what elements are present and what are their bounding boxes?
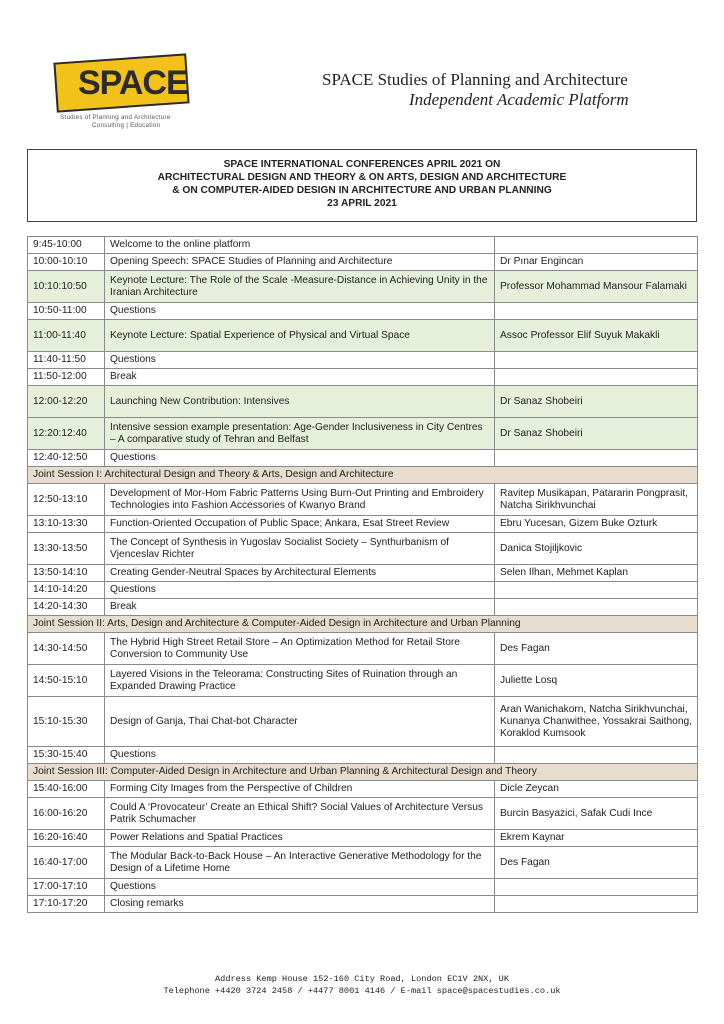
conference-line: & ON COMPUTER-AIDED DESIGN IN ARCHITECTURE AND URBAN PLANNING bbox=[172, 185, 552, 196]
schedule-title: Break bbox=[105, 599, 495, 616]
schedule-title: Intensive session example presentation: Age-Gender Inclusiveness in City Centres – A comparative study of Tehran and Belfast bbox=[105, 418, 495, 450]
schedule-row bbox=[28, 352, 698, 369]
schedule-row bbox=[28, 847, 698, 879]
schedule-title: Creating Gender-Neutral Spaces by Architectural Elements bbox=[105, 565, 495, 582]
schedule-speaker: Dr Sanaz Shobeiri bbox=[495, 386, 698, 418]
logo-tagline-1: Studies of Planning and Architecture bbox=[60, 114, 171, 121]
schedule-speaker: Des Fagan bbox=[495, 847, 698, 879]
schedule-row bbox=[28, 830, 698, 847]
schedule-row bbox=[28, 896, 698, 913]
schedule-title: Layered Visions in the Teleorama: Constructing Sites of Ruination through an Expanded Drawing Practice bbox=[105, 665, 495, 697]
schedule-row bbox=[28, 320, 698, 352]
schedule-row bbox=[28, 697, 698, 747]
schedule-time: 14:30-14:50 bbox=[28, 633, 105, 665]
schedule-time: 14:20-14:30 bbox=[28, 599, 105, 616]
schedule-title: Questions bbox=[105, 303, 495, 320]
schedule-row bbox=[28, 237, 698, 254]
schedule-time: 12:20:12:40 bbox=[28, 418, 105, 450]
schedule-speaker: Juliette Losq bbox=[495, 665, 698, 697]
schedule-row bbox=[28, 484, 698, 516]
schedule-time: 13:30-13:50 bbox=[28, 533, 105, 565]
schedule-title: Closing remarks bbox=[105, 896, 495, 913]
schedule-title: The Modular Back-to-Back House – An Interactive Generative Methodology for the Design of a Lifetime Home bbox=[105, 847, 495, 879]
schedule-time: 10:00-10:10 bbox=[28, 254, 105, 271]
schedule-speaker bbox=[495, 599, 698, 616]
schedule-time: 15:10-15:30 bbox=[28, 697, 105, 747]
conference-line: ARCHITECTURAL DESIGN AND THEORY & ON ARTS, DESIGN AND ARCHITECTURE bbox=[157, 172, 567, 183]
schedule-speaker bbox=[495, 352, 698, 369]
schedule-speaker bbox=[495, 582, 698, 599]
header-title: SPACE Studies of Planning and Architecture bbox=[322, 70, 628, 89]
schedule-row bbox=[28, 418, 698, 450]
schedule-time: 12:40-12:50 bbox=[28, 450, 105, 467]
schedule-title: Launching New Contribution: Intensives bbox=[105, 386, 495, 418]
schedule-time: 17:10-17:20 bbox=[28, 896, 105, 913]
conference-date: 23 APRIL 2021 bbox=[327, 198, 397, 209]
schedule-title: The Hybrid High Street Retail Store – An Optimization Method for Retail Store Conversion to Community Use bbox=[105, 633, 495, 665]
schedule-speaker bbox=[495, 369, 698, 386]
schedule-row bbox=[28, 781, 698, 798]
schedule-title: Opening Speech: SPACE Studies of Planning and Architecture bbox=[105, 254, 495, 271]
schedule-speaker: Aran Wanichakorn, Natcha Sirikhvunchai, Kunanya Chanwithee, Yossakrai Saithong, Koraklod Kumsook bbox=[495, 697, 698, 747]
schedule-speaker: Dr Sanaz Shobeiri bbox=[495, 418, 698, 450]
session-header-row bbox=[28, 467, 698, 484]
schedule-title: Questions bbox=[105, 450, 495, 467]
schedule-title: The Concept of Synthesis in Yugoslav Socialist Society – Synthurbanism of Vjenceslav Richter bbox=[105, 533, 495, 565]
schedule-title: Questions bbox=[105, 747, 495, 764]
schedule-title: Questions bbox=[105, 879, 495, 896]
schedule-time: 16:20-16:40 bbox=[28, 830, 105, 847]
schedule-time: 10:50-11:00 bbox=[28, 303, 105, 320]
schedule-title: Function-Oriented Occupation of Public Space; Ankara, Esat Street Review bbox=[105, 516, 495, 533]
schedule-time: 12:00-12:20 bbox=[28, 386, 105, 418]
schedule-title: Forming City Images from the Perspective of Children bbox=[105, 781, 495, 798]
schedule-title: Could A ‘Provocateur’ Create an Ethical Shift? Social Values of Architecture Versus Patrik Schumacher bbox=[105, 798, 495, 830]
schedule-time: 10:10:10:50 bbox=[28, 271, 105, 303]
schedule-table bbox=[27, 236, 698, 913]
schedule-time: 12:50-13:10 bbox=[28, 484, 105, 516]
schedule-row bbox=[28, 533, 698, 565]
schedule-time: 11:00-11:40 bbox=[28, 320, 105, 352]
schedule-row bbox=[28, 665, 698, 697]
schedule-speaker bbox=[495, 896, 698, 913]
schedule-title: Break bbox=[105, 369, 495, 386]
schedule-speaker: Burcin Basyazici, Safak Cudi Ince bbox=[495, 798, 698, 830]
schedule-speaker: Assoc Professor Elif Suyuk Makakli bbox=[495, 320, 698, 352]
schedule-speaker: Selen Ilhan, Mehmet Kaplan bbox=[495, 565, 698, 582]
schedule-time: 13:50-14:10 bbox=[28, 565, 105, 582]
schedule-title: Welcome to the online platform bbox=[105, 237, 495, 254]
schedule-speaker: Danica Stojiljkovic bbox=[495, 533, 698, 565]
schedule-time: 14:50-15:10 bbox=[28, 665, 105, 697]
footer-address: Address Kemp House 152-160 City Road, London EC1V 2NX, UK bbox=[215, 974, 509, 984]
conference-line: SPACE INTERNATIONAL CONFERENCES APRIL 2021 ON bbox=[223, 159, 501, 170]
session-title: Joint Session III: Computer-Aided Design in Architecture and Urban Planning & Architectural Design and Theory bbox=[28, 764, 698, 781]
schedule-row bbox=[28, 633, 698, 665]
schedule-speaker: Ravitep Musikapan, Patararin Pongprasit, Natcha Sirikhvunchai bbox=[495, 484, 698, 516]
schedule-time: 14:10-14:20 bbox=[28, 582, 105, 599]
schedule-title: Keynote Lecture: Spatial Experience of Physical and Virtual Space bbox=[105, 320, 495, 352]
session-header-row bbox=[28, 764, 698, 781]
schedule-row bbox=[28, 798, 698, 830]
schedule-speaker bbox=[495, 747, 698, 764]
schedule-speaker bbox=[495, 450, 698, 467]
schedule-row bbox=[28, 303, 698, 320]
schedule-time: 9:45-10:00 bbox=[28, 237, 105, 254]
session-header-row bbox=[28, 616, 698, 633]
schedule-speaker: Dicle Zeycan bbox=[495, 781, 698, 798]
conference-title-box bbox=[27, 149, 697, 222]
session-title: Joint Session II: Arts, Design and Architecture & Computer-Aided Design in Architecture and Urban Planning bbox=[28, 616, 698, 633]
schedule-time: 16:40-17:00 bbox=[28, 847, 105, 879]
schedule-speaker: Des Fagan bbox=[495, 633, 698, 665]
schedule-row bbox=[28, 565, 698, 582]
schedule-speaker bbox=[495, 237, 698, 254]
schedule-time: 15:40-16:00 bbox=[28, 781, 105, 798]
schedule-title: Development of Mor-Hom Fabric Patterns Using Burn-Out Printing and Embroidery Technologies into Fashion Accessories of Kwanyo Brand bbox=[105, 484, 495, 516]
logo-mark: SPACE bbox=[78, 64, 188, 102]
schedule-speaker: Ebru Yucesan, Gizem Buke Ozturk bbox=[495, 516, 698, 533]
schedule-title: Keynote Lecture: The Role of the Scale -Measure-Distance in Achieving Unity in the Iranian Architecture bbox=[105, 271, 495, 303]
schedule-time: 13:10-13:30 bbox=[28, 516, 105, 533]
schedule-title: Questions bbox=[105, 582, 495, 599]
schedule-row bbox=[28, 450, 698, 467]
schedule-body bbox=[28, 237, 698, 913]
schedule-time: 11:50-12:00 bbox=[28, 369, 105, 386]
schedule-speaker bbox=[495, 879, 698, 896]
schedule-time: 16:00-16:20 bbox=[28, 798, 105, 830]
schedule-title: Questions bbox=[105, 352, 495, 369]
schedule-row bbox=[28, 386, 698, 418]
schedule-speaker: Professor Mohammad Mansour Falamaki bbox=[495, 271, 698, 303]
header-subtitle: Independent Academic Platform bbox=[409, 90, 629, 109]
schedule-speaker bbox=[495, 303, 698, 320]
schedule-time: 17:00-17:10 bbox=[28, 879, 105, 896]
schedule-speaker: Dr Pınar Engincan bbox=[495, 254, 698, 271]
schedule-row bbox=[28, 599, 698, 616]
session-title: Joint Session I: Architectural Design and Theory & Arts, Design and Architecture bbox=[28, 467, 698, 484]
schedule-row bbox=[28, 879, 698, 896]
schedule-row bbox=[28, 582, 698, 599]
schedule-speaker: Ekrem Kaynar bbox=[495, 830, 698, 847]
schedule-title: Design of Ganja, Thai Chat-bot Character bbox=[105, 697, 495, 747]
schedule-time: 15:30-15:40 bbox=[28, 747, 105, 764]
schedule-time: 11:40-11:50 bbox=[28, 352, 105, 369]
schedule-row bbox=[28, 369, 698, 386]
schedule-row bbox=[28, 516, 698, 533]
footer-contact: Telephone +4420 3724 2458 / +4477 8001 4146 / E-mail space@spacestudies.co.uk bbox=[163, 986, 561, 996]
schedule-row bbox=[28, 271, 698, 303]
logo-tagline-2: Consulting | Education bbox=[92, 122, 161, 129]
schedule-row bbox=[28, 747, 698, 764]
schedule-title: Power Relations and Spatial Practices bbox=[105, 830, 495, 847]
schedule-row bbox=[28, 254, 698, 271]
